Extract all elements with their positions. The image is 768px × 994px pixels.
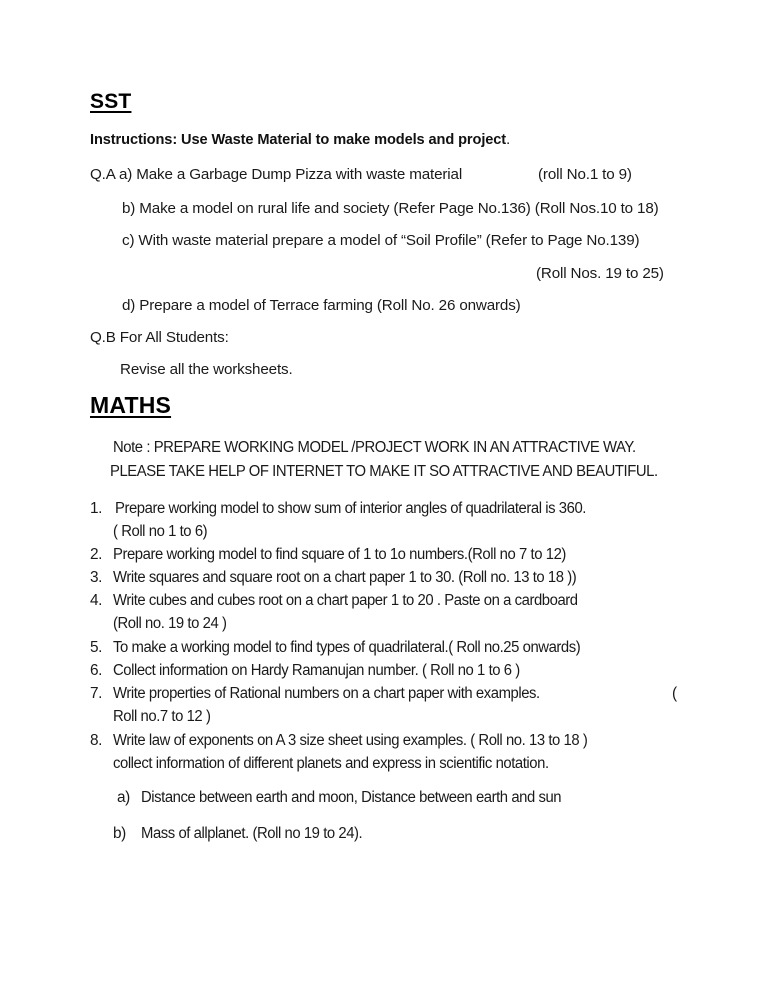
sst-qb-text: Q.B For All Students: [90,329,229,346]
maths-item-8-line-1: Write law of exponents on A 3 size sheet using examples. ( Roll no. 13 to 18 ) [113,732,588,749]
sst-qb-sub-line [120,361,293,378]
maths-item-1-line-2: ( Roll no 1 to 6) [113,523,208,540]
sst-item-b [122,200,659,217]
sst-item-c-text: c) With waste material prepare a model of “Soil Profile” (Refer to Page No.139) [122,232,640,249]
section-heading-sst: SST [90,90,132,113]
sst-qb-sub-text: Revise all the worksheets. [120,361,293,378]
sst-instructions-line [90,132,510,148]
sst-item-c-roll [536,265,664,282]
sst-item-a-roll [538,166,632,183]
sst-item-b-text: b) Make a model on rural life and society (Refer Page No.136) (Roll Nos.10 to 18) [122,200,659,217]
maths-item-5-number: 5. [90,639,103,656]
sst-item-c-roll-text: (Roll Nos. 19 to 25) [536,265,664,282]
maths-item-8-number: 8. [90,732,103,749]
maths-note-line-2: PLEASE TAKE HELP OF INTERNET TO MAKE IT SO ATTRACTIVE AND BEAUTIFUL. [110,463,658,480]
maths-item-7-open-paren: ( [672,685,678,702]
sst-qb-line [90,329,229,346]
maths-item-5-line-1: To make a working model to find types of quadrilateral.( Roll no.25 onwards) [113,639,581,656]
maths-item-1-line-1: Prepare working model to show sum of interior angles of quadrilateral is 360. [115,500,586,517]
sst-instructions-period: . [506,132,511,148]
sst-item-c [122,232,639,249]
maths-item-6-line-1: Collect information on Hardy Ramanujan number. ( Roll no 1 to 6 ) [113,662,520,679]
maths-item-2-number: 2. [90,546,103,563]
maths-item-7-line-1: Write properties of Rational numbers on a chart paper with examples. [113,685,540,702]
sst-item-a [90,166,462,183]
maths-item-3-line-1: Write squares and square root on a chart paper 1 to 30. (Roll no. 13 to 18 )) [113,569,577,586]
maths-item-1-number: 1. [90,500,103,517]
maths-item-4-line-2: (Roll no. 19 to 24 ) [113,615,227,632]
maths-subitem-a-label: a) [117,789,130,806]
maths-subitem-a-text: Distance between earth and moon, Distance between earth and sun [141,789,562,806]
maths-note-line-1: Note : PREPARE WORKING MODEL /PROJECT WORK IN AN ATTRACTIVE WAY. [113,439,636,456]
maths-subitem-b-label: b) [113,825,126,842]
maths-item-2-line-1: Prepare working model to find square of 1 to 1o numbers.(Roll no 7 to 12) [113,546,566,563]
maths-item-7-number: 7. [90,685,103,702]
maths-item-6-number: 6. [90,662,103,679]
maths-item-8-line-2: collect information of different planets and express in scientific notation. [113,755,549,772]
sst-item-d-text: d) Prepare a model of Terrace farming (Roll No. 26 onwards) [122,297,521,314]
sst-item-d [122,297,521,314]
section-heading-maths: MATHS [90,392,172,418]
sst-item-a-roll-text: (roll No.1 to 9) [538,166,632,183]
sst-instructions-text: Instructions: Use Waste Material to make models and project [90,132,507,148]
maths-subitem-b-text: Mass of allplanet. (Roll no 19 to 24). [141,825,363,842]
maths-item-4-number: 4. [90,592,103,609]
maths-item-3-number: 3. [90,569,103,586]
sst-item-a-text: Q.A a) Make a Garbage Dump Pizza with waste material [90,166,463,183]
maths-item-4-line-1: Write cubes and cubes root on a chart paper 1 to 20 . Paste on a cardboard [113,592,578,609]
maths-item-7-line-2: Roll no.7 to 12 ) [113,708,211,725]
